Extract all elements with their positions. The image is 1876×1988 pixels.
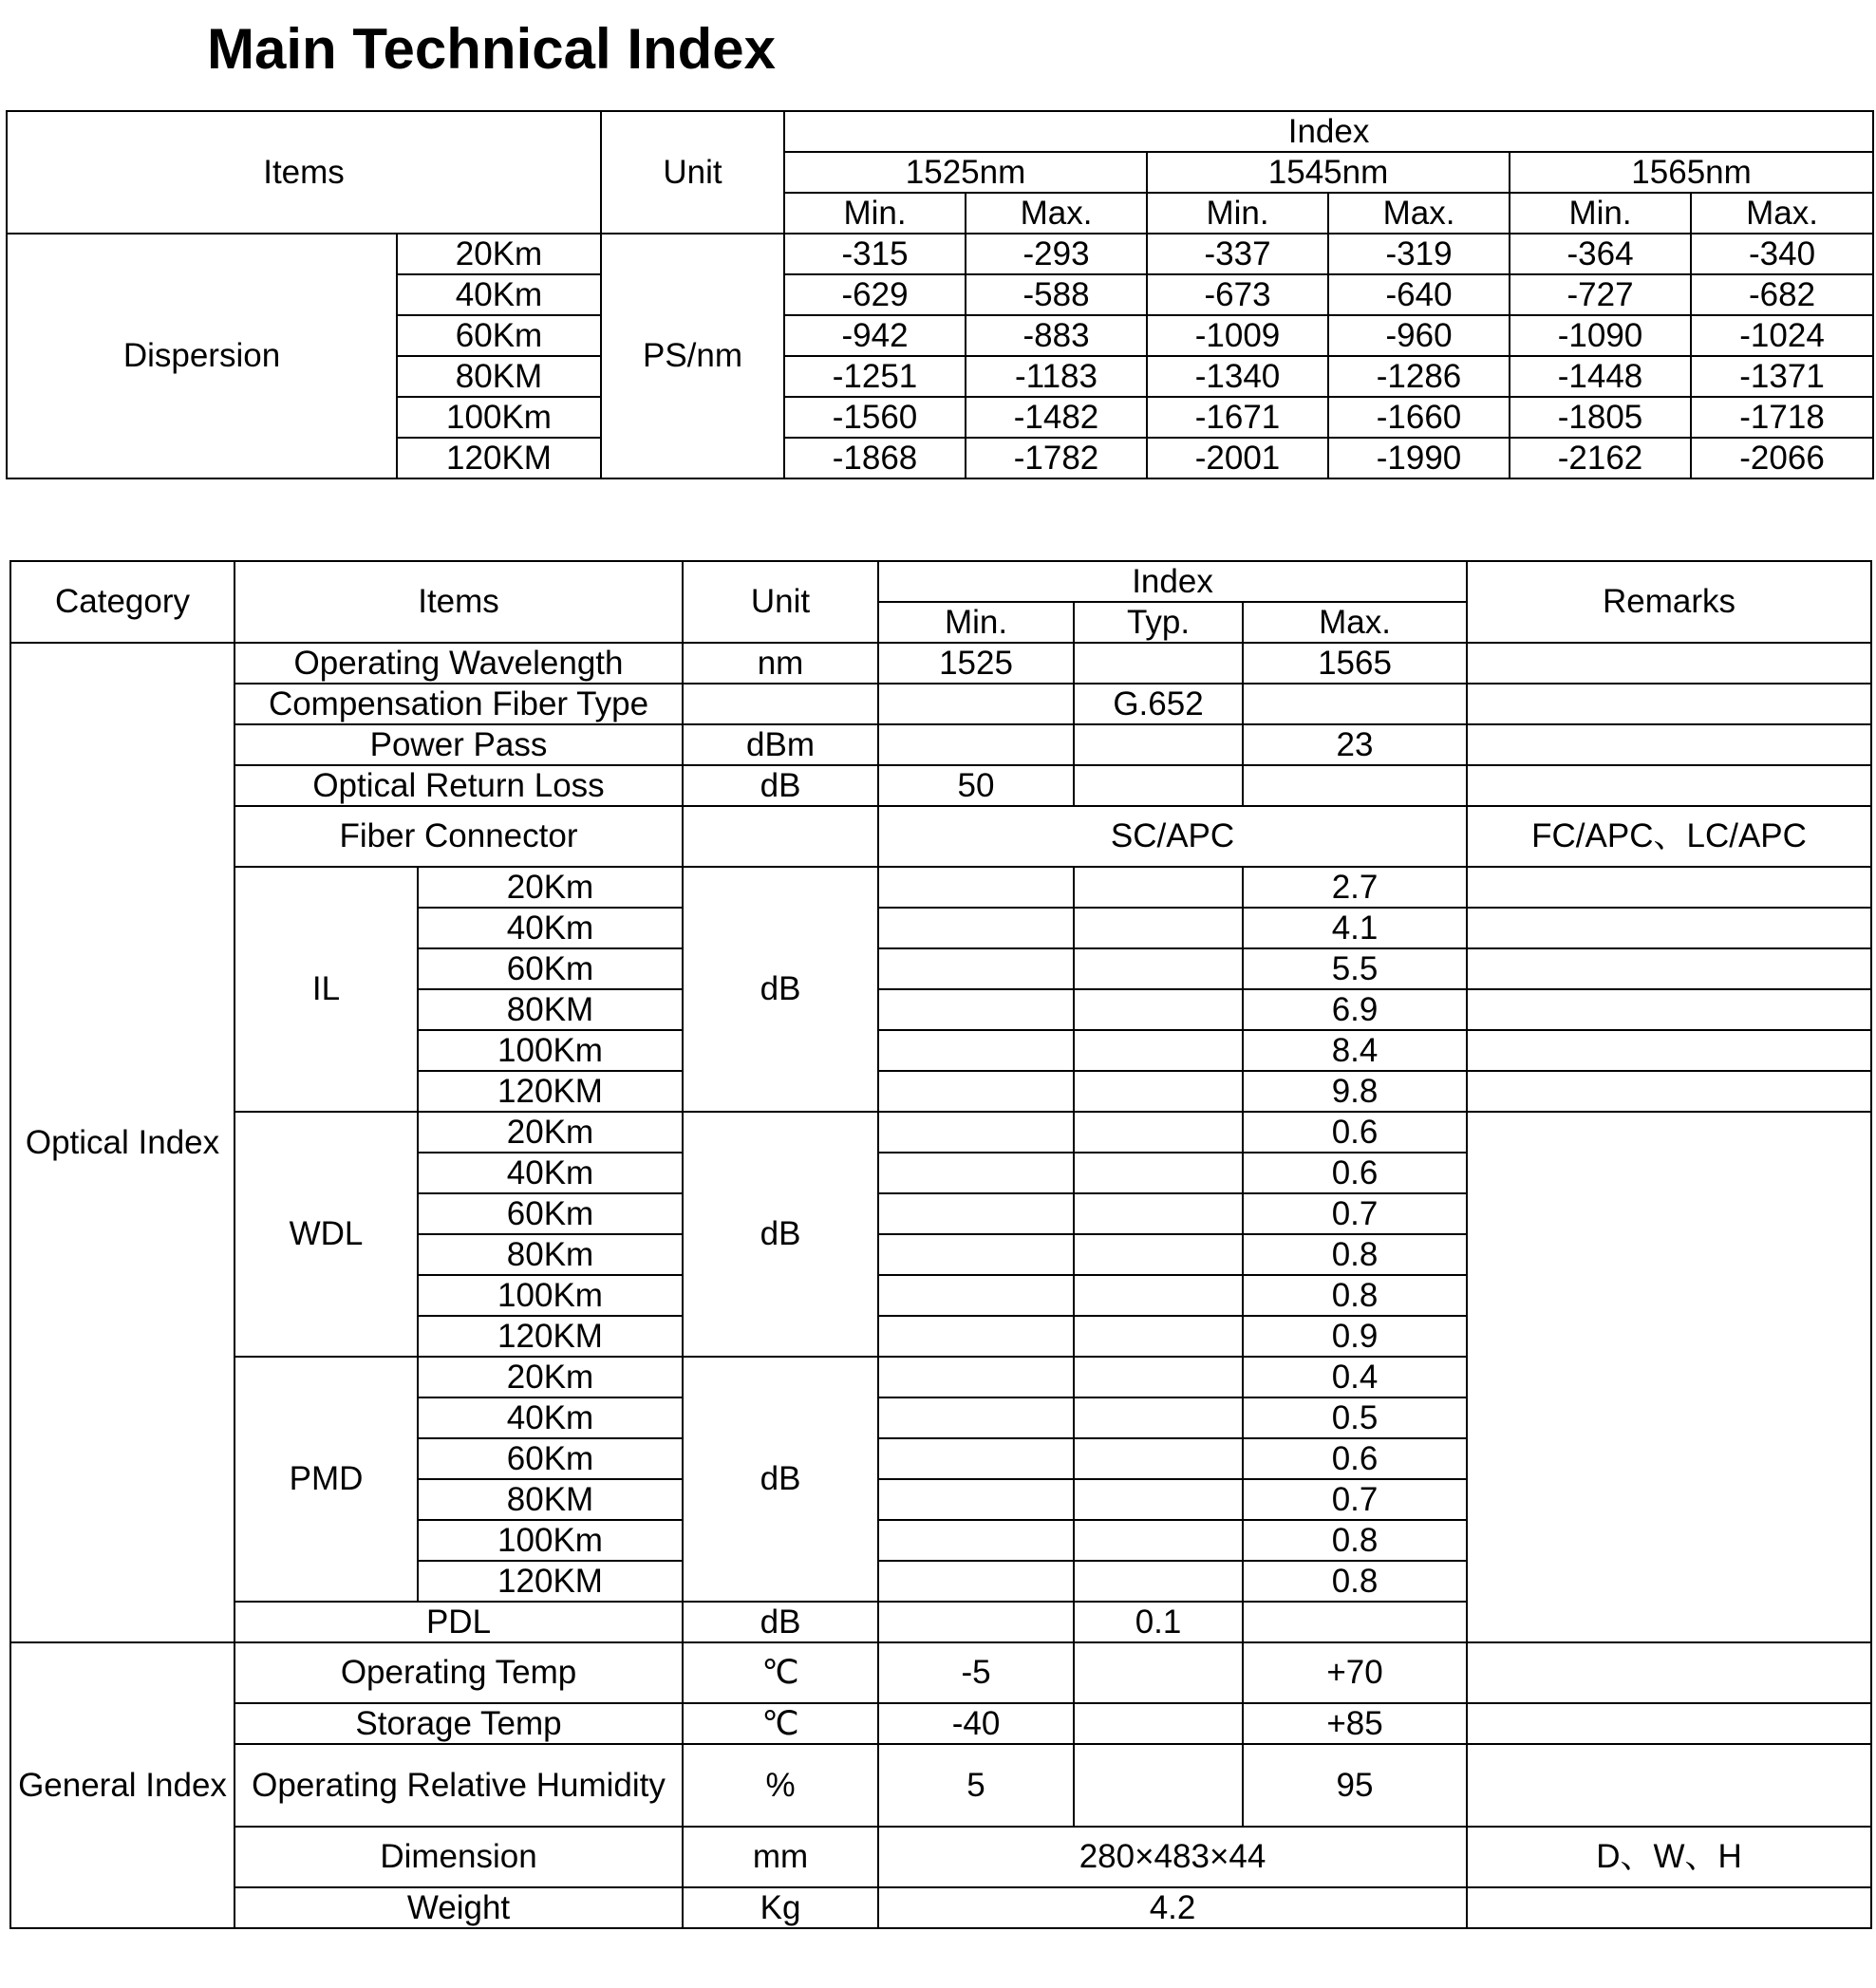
typ-cell bbox=[1074, 1397, 1243, 1438]
typ-cell bbox=[1074, 1744, 1243, 1827]
value-cell: -1251 bbox=[784, 356, 966, 397]
page-title: Main Technical Index bbox=[207, 17, 777, 81]
value-cell: -319 bbox=[1328, 234, 1510, 274]
max-cell: 6.9 bbox=[1243, 989, 1467, 1030]
distance-cell: 20Km bbox=[397, 234, 601, 274]
remarks-cell bbox=[1467, 1112, 1871, 1642]
min-cell: 50 bbox=[878, 765, 1074, 806]
distance-cell: 100Km bbox=[397, 397, 601, 438]
typ-cell bbox=[1074, 1234, 1243, 1275]
value-cell: -640 bbox=[1328, 274, 1510, 315]
min-cell bbox=[878, 1275, 1074, 1316]
distance-cell: 100Km bbox=[418, 1275, 683, 1316]
distance-cell: 20Km bbox=[418, 1357, 683, 1397]
value-cell: -1660 bbox=[1328, 397, 1510, 438]
remarks-cell bbox=[1467, 1642, 1871, 1703]
value-cell: -2162 bbox=[1510, 438, 1691, 478]
distance-cell: 40Km bbox=[418, 1397, 683, 1438]
value-cell: -364 bbox=[1510, 234, 1691, 274]
min-cell bbox=[878, 1397, 1074, 1438]
max-cell: 0.8 bbox=[1243, 1275, 1467, 1316]
value-cell: -1482 bbox=[966, 397, 1147, 438]
header-row bbox=[10, 561, 1871, 602]
distance-cell: 80KM bbox=[418, 989, 683, 1030]
value-cell: -1782 bbox=[966, 438, 1147, 478]
distance-cell: 120KM bbox=[418, 1071, 683, 1112]
unit-cell: mm bbox=[683, 1827, 878, 1887]
item-cell: Operating Wavelength bbox=[234, 643, 683, 684]
min-cell bbox=[878, 1438, 1074, 1479]
typ-cell bbox=[1074, 1438, 1243, 1479]
distance-cell: 60Km bbox=[418, 1193, 683, 1234]
min-header: Min. bbox=[878, 602, 1074, 643]
value-cell: -942 bbox=[784, 315, 966, 356]
distance-cell: 80KM bbox=[397, 356, 601, 397]
typ-cell bbox=[1074, 867, 1243, 908]
max-cell: 4.1 bbox=[1243, 908, 1467, 948]
remarks-cell bbox=[1467, 1744, 1871, 1827]
typ-cell bbox=[1074, 724, 1243, 765]
value-cell: -1448 bbox=[1510, 356, 1691, 397]
min-cell bbox=[878, 1234, 1074, 1275]
value-cell: -293 bbox=[966, 234, 1147, 274]
remarks-cell bbox=[1467, 1071, 1871, 1112]
min-cell bbox=[878, 684, 1074, 724]
value-cell: -1868 bbox=[784, 438, 966, 478]
min-cell bbox=[878, 1316, 1074, 1357]
min-cell: 1525 bbox=[878, 643, 1074, 684]
max-cell: 8.4 bbox=[1243, 1030, 1467, 1071]
max-cell: 1565 bbox=[1243, 643, 1467, 684]
general-index-category: General Index bbox=[10, 1642, 234, 1928]
value-cell: -1340 bbox=[1147, 356, 1328, 397]
table-row bbox=[10, 765, 1871, 806]
value-cell: -337 bbox=[1147, 234, 1328, 274]
value-cell: -2066 bbox=[1691, 438, 1873, 478]
max-header: Max. bbox=[966, 193, 1147, 234]
remarks-cell: FC/APC、LC/APC bbox=[1467, 806, 1871, 867]
connector-value: SC/APC bbox=[878, 806, 1467, 867]
distance-cell: 60Km bbox=[418, 1438, 683, 1479]
value-cell: -1990 bbox=[1328, 438, 1510, 478]
unit-cell: dBm bbox=[683, 724, 878, 765]
typ-cell bbox=[1074, 1561, 1243, 1602]
value-cell: -673 bbox=[1147, 274, 1328, 315]
dispersion-label: Dispersion bbox=[7, 234, 397, 478]
min-cell bbox=[878, 1520, 1074, 1561]
max-cell: 0.6 bbox=[1243, 1438, 1467, 1479]
table-row bbox=[10, 643, 1871, 684]
dispersion-unit: PS/nm bbox=[601, 234, 784, 478]
min-cell bbox=[878, 1602, 1074, 1642]
max-cell bbox=[1243, 1602, 1467, 1642]
typ-cell bbox=[1074, 908, 1243, 948]
category-header: Category bbox=[10, 561, 234, 643]
max-cell bbox=[1243, 684, 1467, 724]
value-cell: -1671 bbox=[1147, 397, 1328, 438]
distance-cell: 80Km bbox=[418, 1234, 683, 1275]
spec-table bbox=[9, 560, 1872, 1929]
typ-cell bbox=[1074, 1520, 1243, 1561]
remarks-cell bbox=[1467, 908, 1871, 948]
max-header: Max. bbox=[1328, 193, 1510, 234]
distance-cell: 40Km bbox=[397, 274, 601, 315]
remarks-cell bbox=[1467, 684, 1871, 724]
item-cell: Weight bbox=[234, 1887, 683, 1928]
item-cell: Fiber Connector bbox=[234, 806, 683, 867]
wavelength-header: 1525nm bbox=[784, 152, 1147, 193]
value-cell: -727 bbox=[1510, 274, 1691, 315]
max-cell: 95 bbox=[1243, 1744, 1467, 1827]
value-cell: -1286 bbox=[1328, 356, 1510, 397]
min-cell bbox=[878, 724, 1074, 765]
unit-cell: dB bbox=[683, 1602, 878, 1642]
typ-header: Typ. bbox=[1074, 602, 1243, 643]
typ-cell bbox=[1074, 1030, 1243, 1071]
value-cell: -629 bbox=[784, 274, 966, 315]
value-cell: -1009 bbox=[1147, 315, 1328, 356]
max-cell: 0.5 bbox=[1243, 1397, 1467, 1438]
max-cell: 5.5 bbox=[1243, 948, 1467, 989]
value-cell: -960 bbox=[1328, 315, 1510, 356]
item-cell: PDL bbox=[234, 1602, 683, 1642]
table-row bbox=[10, 1887, 1871, 1928]
unit-cell bbox=[683, 806, 878, 867]
min-cell bbox=[878, 908, 1074, 948]
min-cell bbox=[878, 1193, 1074, 1234]
distance-cell: 20Km bbox=[418, 867, 683, 908]
remarks-cell bbox=[1467, 724, 1871, 765]
table-row bbox=[7, 234, 1873, 274]
unit-cell bbox=[683, 684, 878, 724]
typ-cell bbox=[1074, 1071, 1243, 1112]
optical-index-category: Optical Index bbox=[10, 643, 234, 1642]
table-row bbox=[10, 724, 1871, 765]
typ-cell bbox=[1074, 948, 1243, 989]
items-header: Items bbox=[234, 561, 683, 643]
table-row bbox=[10, 806, 1871, 867]
typ-cell bbox=[1074, 1275, 1243, 1316]
typ-cell bbox=[1074, 643, 1243, 684]
min-cell bbox=[878, 989, 1074, 1030]
dispersion-table bbox=[6, 110, 1874, 479]
unit-cell: dB bbox=[683, 867, 878, 1112]
remarks-header: Remarks bbox=[1467, 561, 1871, 643]
item-cell: Dimension bbox=[234, 1827, 683, 1887]
wdl-label: WDL bbox=[234, 1112, 418, 1357]
max-cell: +85 bbox=[1243, 1703, 1467, 1744]
max-cell: 0.6 bbox=[1243, 1153, 1467, 1193]
min-cell bbox=[878, 1479, 1074, 1520]
max-cell: 0.9 bbox=[1243, 1316, 1467, 1357]
max-cell: 23 bbox=[1243, 724, 1467, 765]
il-label: IL bbox=[234, 867, 418, 1112]
value-cell: -1805 bbox=[1510, 397, 1691, 438]
distance-cell: 60Km bbox=[397, 315, 601, 356]
typ-cell bbox=[1074, 1357, 1243, 1397]
unit-cell: % bbox=[683, 1744, 878, 1827]
pmd-label: PMD bbox=[234, 1357, 418, 1602]
value-cell: -588 bbox=[966, 274, 1147, 315]
wavelength-header: 1545nm bbox=[1147, 152, 1510, 193]
max-cell bbox=[1243, 765, 1467, 806]
items-header: Items bbox=[7, 111, 601, 234]
value-cell: -1090 bbox=[1510, 315, 1691, 356]
unit-cell: dB bbox=[683, 765, 878, 806]
index-header: Index bbox=[878, 561, 1467, 602]
max-cell: 0.8 bbox=[1243, 1561, 1467, 1602]
remarks-cell bbox=[1467, 1703, 1871, 1744]
distance-cell: 40Km bbox=[418, 1153, 683, 1193]
max-cell: 0.7 bbox=[1243, 1479, 1467, 1520]
typ-cell bbox=[1074, 1642, 1243, 1703]
table-row bbox=[10, 1744, 1871, 1827]
distance-cell: 120KM bbox=[418, 1316, 683, 1357]
min-cell bbox=[878, 1030, 1074, 1071]
max-cell: +70 bbox=[1243, 1642, 1467, 1703]
item-cell: Operating Relative Humidity bbox=[234, 1744, 683, 1827]
remarks-cell bbox=[1467, 867, 1871, 908]
table-row bbox=[10, 1827, 1871, 1887]
remarks-cell bbox=[1467, 989, 1871, 1030]
min-cell: 5 bbox=[878, 1744, 1074, 1827]
value-cell: -1183 bbox=[966, 356, 1147, 397]
item-cell: Compensation Fiber Type bbox=[234, 684, 683, 724]
item-cell: Optical Return Loss bbox=[234, 765, 683, 806]
min-cell bbox=[878, 1112, 1074, 1153]
unit-header: Unit bbox=[601, 111, 784, 234]
value-cell: -340 bbox=[1691, 234, 1873, 274]
value-cell: -1371 bbox=[1691, 356, 1873, 397]
min-cell: -5 bbox=[878, 1642, 1074, 1703]
max-cell: 0.8 bbox=[1243, 1520, 1467, 1561]
max-cell: 0.6 bbox=[1243, 1112, 1467, 1153]
distance-cell: 40Km bbox=[418, 908, 683, 948]
typ-cell bbox=[1074, 1703, 1243, 1744]
item-cell: Storage Temp bbox=[234, 1703, 683, 1744]
max-header: Max. bbox=[1243, 602, 1467, 643]
typ-cell bbox=[1074, 1153, 1243, 1193]
table-row bbox=[10, 1112, 1871, 1153]
typ-cell: 0.1 bbox=[1074, 1602, 1243, 1642]
value-cell: -315 bbox=[784, 234, 966, 274]
min-cell bbox=[878, 948, 1074, 989]
typ-cell bbox=[1074, 989, 1243, 1030]
max-cell: 9.8 bbox=[1243, 1071, 1467, 1112]
typ-cell bbox=[1074, 1316, 1243, 1357]
remarks-cell bbox=[1467, 765, 1871, 806]
header-row bbox=[7, 111, 1873, 152]
remarks-cell: D、W、H bbox=[1467, 1827, 1871, 1887]
remarks-cell bbox=[1467, 1887, 1871, 1928]
index-header: Index bbox=[784, 111, 1873, 152]
max-header: Max. bbox=[1691, 193, 1873, 234]
remarks-cell bbox=[1467, 1030, 1871, 1071]
unit-cell: dB bbox=[683, 1357, 878, 1602]
min-cell: -40 bbox=[878, 1703, 1074, 1744]
distance-cell: 100Km bbox=[418, 1520, 683, 1561]
typ-cell bbox=[1074, 765, 1243, 806]
wavelength-header: 1565nm bbox=[1510, 152, 1873, 193]
unit-cell: Kg bbox=[683, 1887, 878, 1928]
typ-cell bbox=[1074, 1193, 1243, 1234]
max-cell: 0.7 bbox=[1243, 1193, 1467, 1234]
unit-cell: dB bbox=[683, 1112, 878, 1357]
value-cell: -2001 bbox=[1147, 438, 1328, 478]
value-cell: -682 bbox=[1691, 274, 1873, 315]
distance-cell: 60Km bbox=[418, 948, 683, 989]
remarks-cell bbox=[1467, 643, 1871, 684]
distance-cell: 120KM bbox=[397, 438, 601, 478]
weight-value: 4.2 bbox=[878, 1887, 1467, 1928]
unit-cell: ℃ bbox=[683, 1642, 878, 1703]
typ-cell bbox=[1074, 1479, 1243, 1520]
value-cell: -1718 bbox=[1691, 397, 1873, 438]
min-cell bbox=[878, 867, 1074, 908]
item-cell: Operating Temp bbox=[234, 1642, 683, 1703]
table-row bbox=[10, 1703, 1871, 1744]
min-cell bbox=[878, 1071, 1074, 1112]
unit-cell: nm bbox=[683, 643, 878, 684]
min-header: Min. bbox=[1510, 193, 1691, 234]
distance-cell: 100Km bbox=[418, 1030, 683, 1071]
distance-cell: 80KM bbox=[418, 1479, 683, 1520]
min-cell bbox=[878, 1357, 1074, 1397]
min-cell bbox=[878, 1153, 1074, 1193]
value-cell: -883 bbox=[966, 315, 1147, 356]
max-cell: 0.4 bbox=[1243, 1357, 1467, 1397]
remarks-cell bbox=[1467, 948, 1871, 989]
min-header: Min. bbox=[784, 193, 966, 234]
table-row bbox=[10, 1642, 1871, 1703]
distance-cell: 120KM bbox=[418, 1561, 683, 1602]
value-cell: -1024 bbox=[1691, 315, 1873, 356]
unit-header: Unit bbox=[683, 561, 878, 643]
typ-cell bbox=[1074, 1112, 1243, 1153]
item-cell: Power Pass bbox=[234, 724, 683, 765]
table-row bbox=[10, 867, 1871, 908]
typ-cell: G.652 bbox=[1074, 684, 1243, 724]
max-cell: 2.7 bbox=[1243, 867, 1467, 908]
dimension-value: 280×483×44 bbox=[878, 1827, 1467, 1887]
min-cell bbox=[878, 1561, 1074, 1602]
value-cell: -1560 bbox=[784, 397, 966, 438]
table-row bbox=[10, 684, 1871, 724]
min-header: Min. bbox=[1147, 193, 1328, 234]
max-cell: 0.8 bbox=[1243, 1234, 1467, 1275]
distance-cell: 20Km bbox=[418, 1112, 683, 1153]
unit-cell: ℃ bbox=[683, 1703, 878, 1744]
